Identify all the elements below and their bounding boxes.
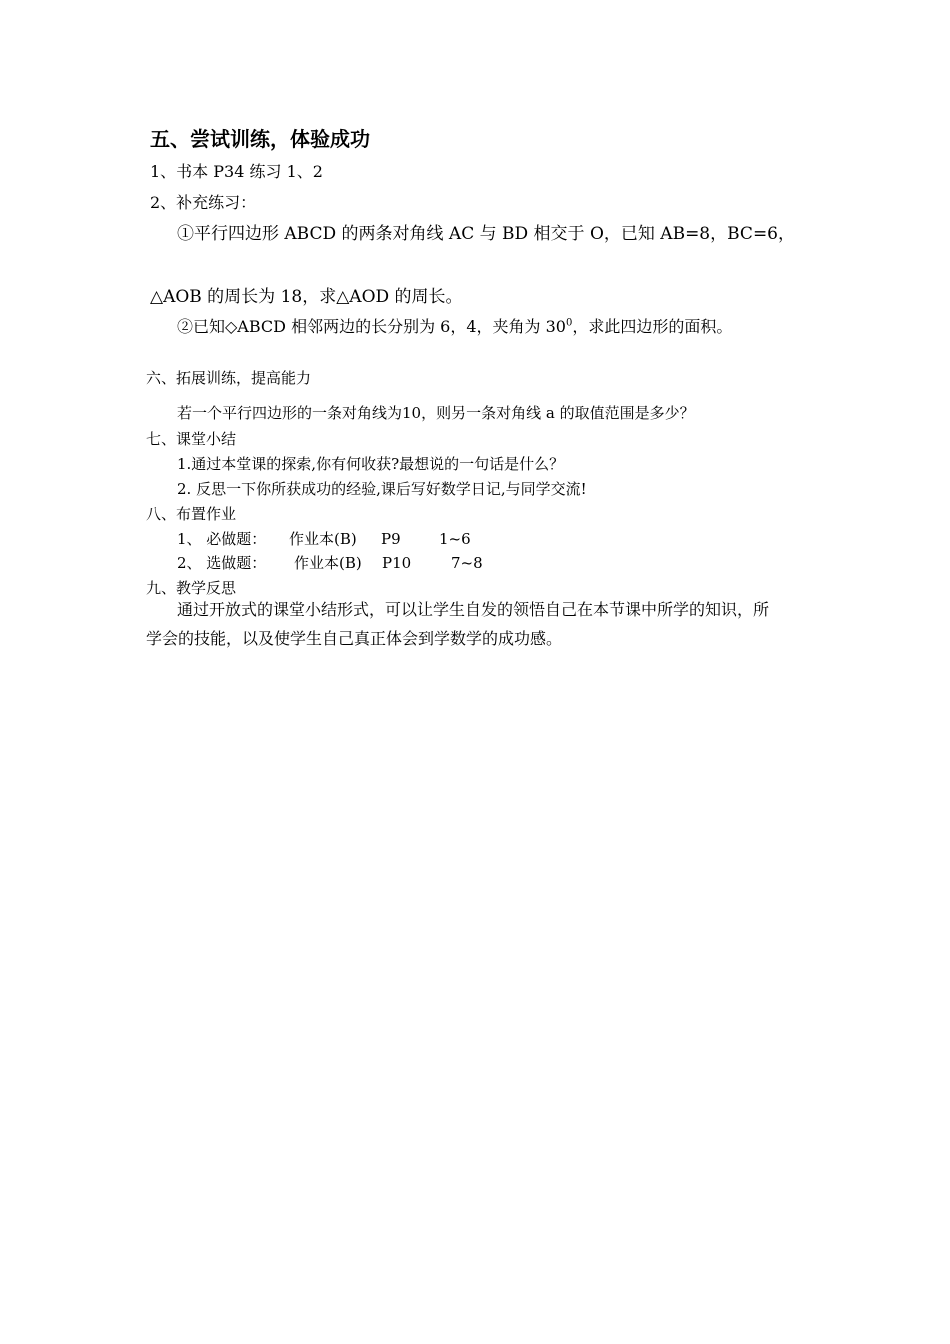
homework-item-2 bbox=[177, 554, 483, 572]
homework-1-label: 1、 必做题： bbox=[177, 530, 267, 548]
reflection-line-2: 学会的技能，以及使学生自己真正体会到学数学的成功感。 bbox=[146, 629, 563, 648]
section-7-item-2: 2. 反思一下你所获成功的经验,课后写好数学日记,与同学交流! bbox=[177, 480, 587, 498]
homework-1-page: P9 bbox=[381, 530, 401, 548]
degree-superscript: 0 bbox=[565, 317, 573, 329]
exercise-1-line-1: ①平行四边形 ABCD 的两条对角线 AC 与 BD 相交于 O，已知 AB=8，BC=6， bbox=[177, 224, 796, 244]
homework-1-range: 1~6 bbox=[439, 530, 471, 548]
homework-2-book: 作业本(B) bbox=[294, 554, 362, 572]
section-8-title: 八、布置作业 bbox=[146, 505, 237, 523]
section-7-title: 七、课堂小结 bbox=[146, 430, 237, 448]
reflection-line-1: 通过开放式的课堂小结形式，可以让学生自发的领悟自己在本节课中所学的知识，所 bbox=[177, 600, 770, 619]
section-5-title: 五、尝试训练，体验成功 bbox=[150, 127, 370, 151]
homework-1-book: 作业本(B) bbox=[289, 530, 357, 548]
exercise-2-prefix: ②已知◇ABCD 相邻两边的长分别为 6，4，夹角为 30 bbox=[177, 317, 566, 336]
section-6-question: 若一个平行四边形的一条对角线为10，则另一条对角线 a 的取值范围是多少？ bbox=[177, 404, 695, 422]
homework-2-label: 2、 选做题： bbox=[177, 554, 267, 572]
homework-2-page: P10 bbox=[382, 554, 412, 572]
section-5-item-2: 2、补充练习： bbox=[150, 193, 257, 212]
homework-2-range: 7~8 bbox=[451, 554, 483, 572]
exercise-2 bbox=[177, 317, 732, 336]
section-6-title: 六、拓展训练，提高能力 bbox=[146, 369, 312, 387]
exercise-1-line-2: △AOB 的周长为 18，求△AOD 的周长。 bbox=[150, 287, 463, 307]
section-7-item-1: 1.通过本堂课的探索,你有何收获?最想说的一句话是什么？ bbox=[177, 455, 565, 473]
section-9-title: 九、教学反思 bbox=[146, 579, 237, 597]
homework-item-1 bbox=[177, 530, 471, 548]
section-5-item-1: 1、书本 P34 练习 1、2 bbox=[150, 162, 323, 181]
exercise-2-suffix: ，求此四边形的面积。 bbox=[572, 317, 733, 336]
